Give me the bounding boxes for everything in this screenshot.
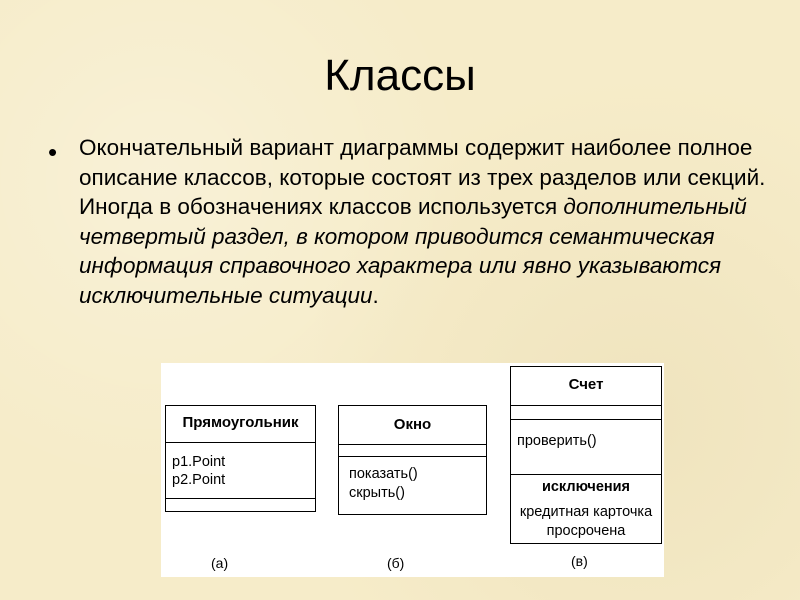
class-box-rectangle — [165, 405, 316, 512]
attribute-item: p2.Point — [172, 472, 226, 488]
attributes-compartment — [339, 444, 486, 456]
paragraph-normal-text: Окончательный вариант диаграммы содержит наиболее полное описание классов, которые состоят из трех разделов или секций. Иногда в обозначениях классов используется — [79, 135, 766, 219]
exceptions-compartment — [511, 474, 661, 543]
bullet-marker: • — [48, 137, 58, 167]
class-box-window — [338, 405, 487, 515]
class-name-rectangle: Прямоугольник — [182, 414, 299, 431]
operations-compartment — [166, 498, 315, 510]
exceptions-title: исключения — [541, 479, 631, 495]
class-box-account — [510, 366, 662, 544]
slide-title: Классы — [324, 51, 476, 100]
operation-item: скрыть() — [349, 485, 405, 501]
exception-item: кредитная карточка — [519, 504, 653, 520]
attributes-compartment — [166, 442, 315, 500]
attribute-item: p1.Point — [172, 454, 226, 470]
operation-item: показать() — [349, 466, 418, 482]
operations-compartment — [511, 419, 661, 474]
paragraph-italic-text: дополнительный четвертый раздел, в котором приводится семантическая информация справочного характера или явно указываются исключительные ситуации — [79, 194, 747, 308]
operation-item: проверить() — [517, 433, 597, 449]
exception-item: просрочена — [546, 523, 626, 539]
class-name-window: Окно — [393, 416, 432, 433]
class-diagram-figure — [161, 363, 664, 577]
caption-b: (б) — [387, 555, 405, 571]
caption-c: (в) — [571, 553, 588, 569]
caption-a: (а) — [211, 555, 229, 571]
operations-compartment — [339, 456, 486, 514]
class-name-account: Счет — [568, 376, 604, 393]
paragraph-end: . — [372, 282, 379, 308]
bullet-paragraph — [79, 133, 769, 310]
attributes-compartment — [511, 405, 661, 419]
